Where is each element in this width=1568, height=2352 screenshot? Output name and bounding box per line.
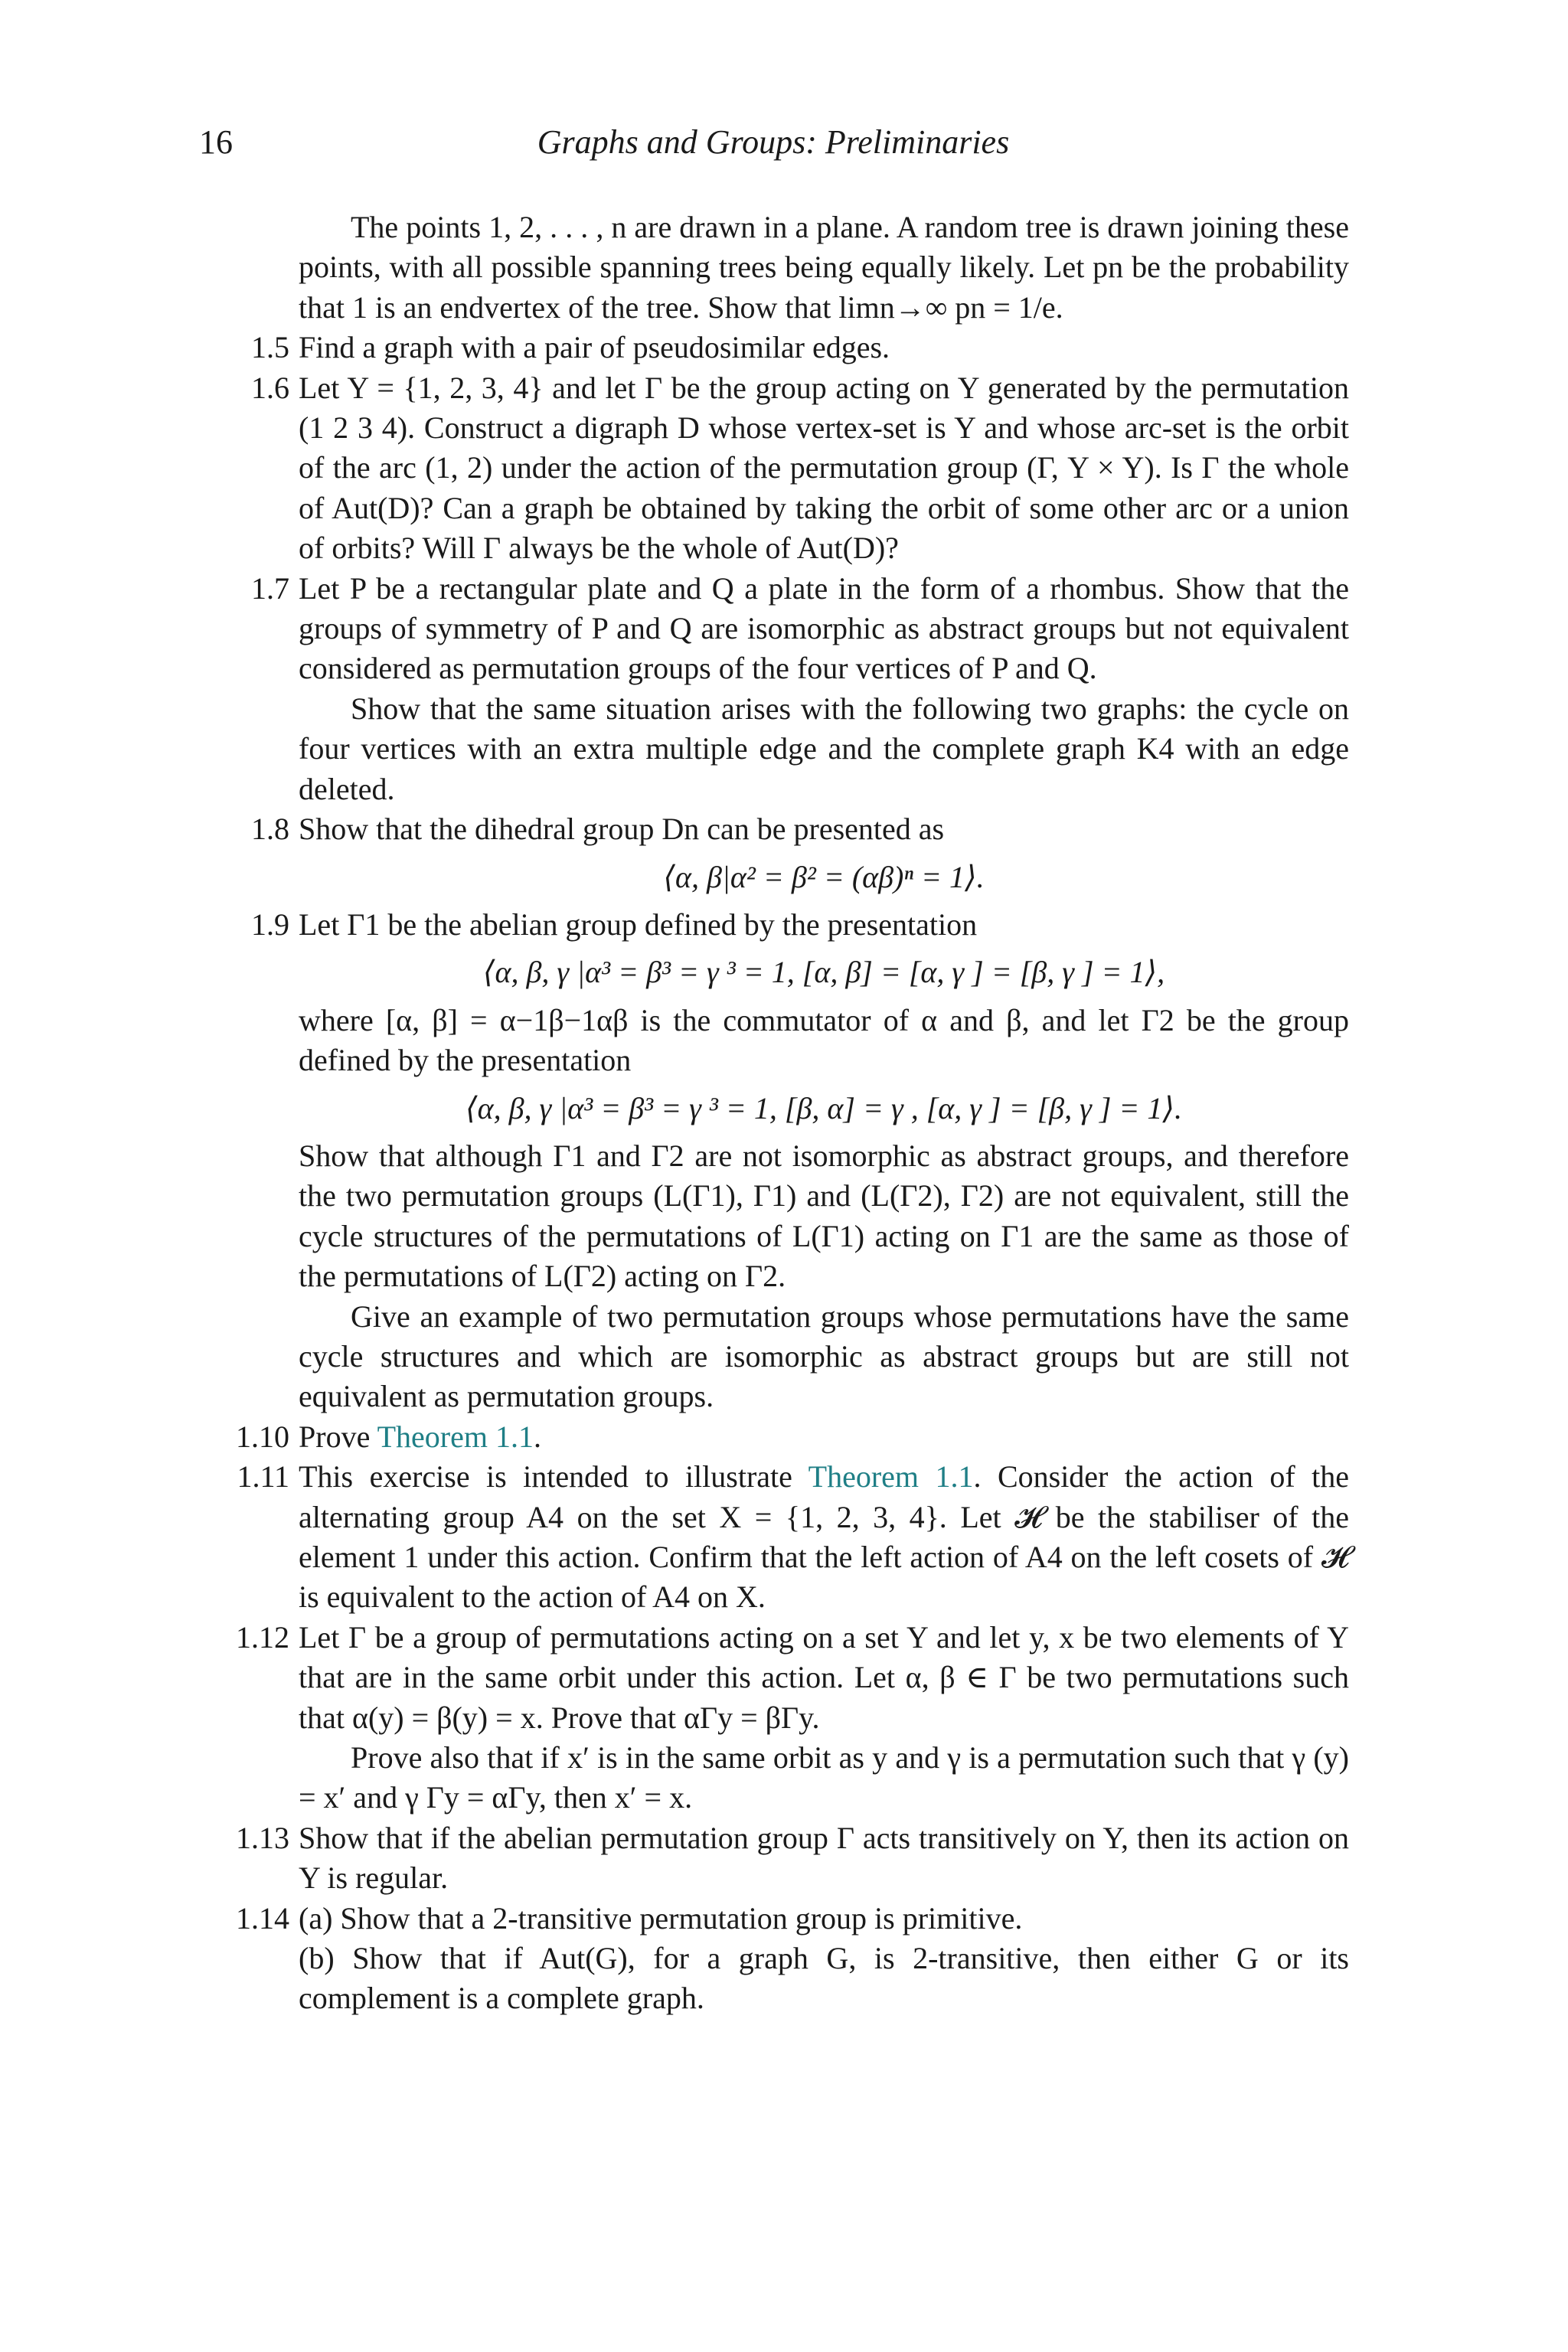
paragraph: Let Γ be a group of permutations acting on a set Y and let y, x be two elements of Y that are in the same orbit under this action. Let α, β ∈ Γ be two permutations such that α(y) = β(y) = x. Prove that αΓy = βΓy.: [299, 1619, 1350, 1735]
exercise-number: 1.8: [251, 812, 289, 847]
paragraph: Find a graph with a pair of pseudosimilar edges.: [299, 330, 890, 365]
exercise-1-6: [199, 368, 1349, 569]
paragraph: Give an example of two permutation groups whose permutations have the same cycle structures and which are isomorphic as abstract groups but are still not equivalent as permutation groups.: [299, 1298, 1349, 1414]
exercise-number: 1.7: [251, 570, 289, 606]
theorem-link[interactable]: Theorem 1.1: [377, 1419, 534, 1454]
exercise-continued: [199, 207, 1349, 328]
paragraph: [299, 1417, 1349, 1457]
exercise-1-7: [199, 569, 1349, 809]
theorem-link[interactable]: Theorem 1.1: [808, 1459, 974, 1494]
paragraph: The points 1, 2, . . . , n are drawn in a plane. A random tree is drawn joining these points, with all possible spanning trees being equally likely. Let pn be the probability that 1 is an endvertex of the tree. Show that limn→∞ pn = 1/e.: [299, 210, 1349, 325]
exercise-1-8: [199, 809, 1349, 897]
exercise-1-14: [199, 1899, 1349, 2019]
paragraph: [299, 1457, 1349, 1618]
paragraph: Prove also that if x′ is in the same orbit as y and γ is a permutation such that γ (y) = x′ and γ Γy = αΓy, then x′ = x.: [299, 1740, 1349, 1815]
exercise-1-5: [199, 328, 1349, 368]
paragraph: Show that the dihedral group Dn can be presented as: [299, 812, 945, 847]
exercise-number: 1.14: [236, 1900, 289, 1936]
exercise-1-13: [199, 1818, 1349, 1899]
exercise-number: 1.6: [251, 370, 289, 405]
exercise-number: 1.12: [236, 1619, 289, 1655]
paragraph: Let P be a rectangular plate and Q a plate in the form of a rhombus. Show that the groups of symmetry of P and Q are isomorphic as abstract groups but not equivalent considered as permutation groups of the four vertices of P and Q.: [299, 570, 1349, 686]
paragraph: where [α, β] = α−1β−1αβ is the commutator of α and β, and let Γ2 be the group defined by the presentation: [299, 1002, 1350, 1078]
page-number: 16: [199, 123, 233, 161]
exercise-number: 1.11: [237, 1459, 289, 1494]
text: This exercise is intended to illustrate: [299, 1459, 808, 1494]
exercise-1-9: [199, 905, 1349, 1417]
exercise-number: 1.13: [236, 1820, 289, 1855]
display-equation: ⟨α, β, γ |α³ = β³ = γ ³ = 1, [α, β] = [α, γ ] = [β, γ ] = 1⟩,: [482, 955, 1165, 990]
exercise-1-10: [199, 1417, 1349, 1457]
exercise-1-11: [199, 1457, 1349, 1618]
paragraph: Let Y = {1, 2, 3, 4} and let Γ be the group acting on Y generated by the permutation (1 2 3 4). Construct a digraph D whose vertex-set is Y and whose arc-set is the orbit of the arc (1, 2) under the action of the permutation group (Γ, Y × Y). Is Γ the whole of Aut(D)? Can a graph be obtained by taking the orbit of some other arc or a union of orbits? Will Γ always be the whole of Aut(D)?: [299, 370, 1350, 566]
page-header: [199, 122, 1348, 168]
paragraph: Show that although Γ1 and Γ2 are not isomorphic as abstract groups, and therefore the two permutation groups (L(Γ1), Γ1) and (L(Γ2), Γ2) are not equivalent, still the cycle structures of the permutations of L(Γ1) acting on Γ1 are the same as those of the permutations of L(Γ2) acting on Γ2.: [299, 1138, 1349, 1294]
display-equation: ⟨α, β|α² = β² = (αβ)ⁿ = 1⟩.: [663, 859, 985, 894]
paragraph: Let Γ1 be the abelian group defined by the presentation: [299, 906, 978, 942]
paragraph: (b) Show that if Aut(G), for a graph G, is 2-transitive, then either G or its complement is a complete graph.: [299, 1941, 1349, 2016]
paragraph: Show that if the abelian permutation group Γ acts transitively on Y, then its action on Y is regular.: [299, 1820, 1349, 1896]
display-equation: ⟨α, β, γ |α³ = β³ = γ ³ = 1, [β, α] = γ , [α, γ ] = [β, γ ] = 1⟩.: [465, 1090, 1182, 1125]
exercise-number: 1.10: [236, 1419, 289, 1454]
paragraph: (a) Show that a 2-transitive permutation group is primitive.: [299, 1900, 1023, 1936]
exercise-number: 1.9: [251, 906, 289, 942]
text: .: [533, 1419, 541, 1454]
exercise-1-12: [199, 1618, 1349, 1818]
exercise-number: 1.5: [251, 330, 289, 365]
running-title: Graphs and Groups: Preliminaries: [537, 123, 1010, 161]
exercise-list: [199, 207, 1349, 2019]
text: Prove: [299, 1419, 377, 1454]
paragraph: Show that the same situation arises with the following two graphs: the cycle on four vertices with an extra multiple edge and the complete graph K4 with an edge deleted.: [299, 691, 1349, 806]
text: . Consider the action of the alternating group A4 on the set X = {1, 2, 3, 4}. Let 𝓗 be the stabiliser of the element 1 under this action. Confirm that the left action of A4 on the left cosets of 𝓗 is equivalent to the action of A4 on X.: [299, 1459, 1349, 1615]
